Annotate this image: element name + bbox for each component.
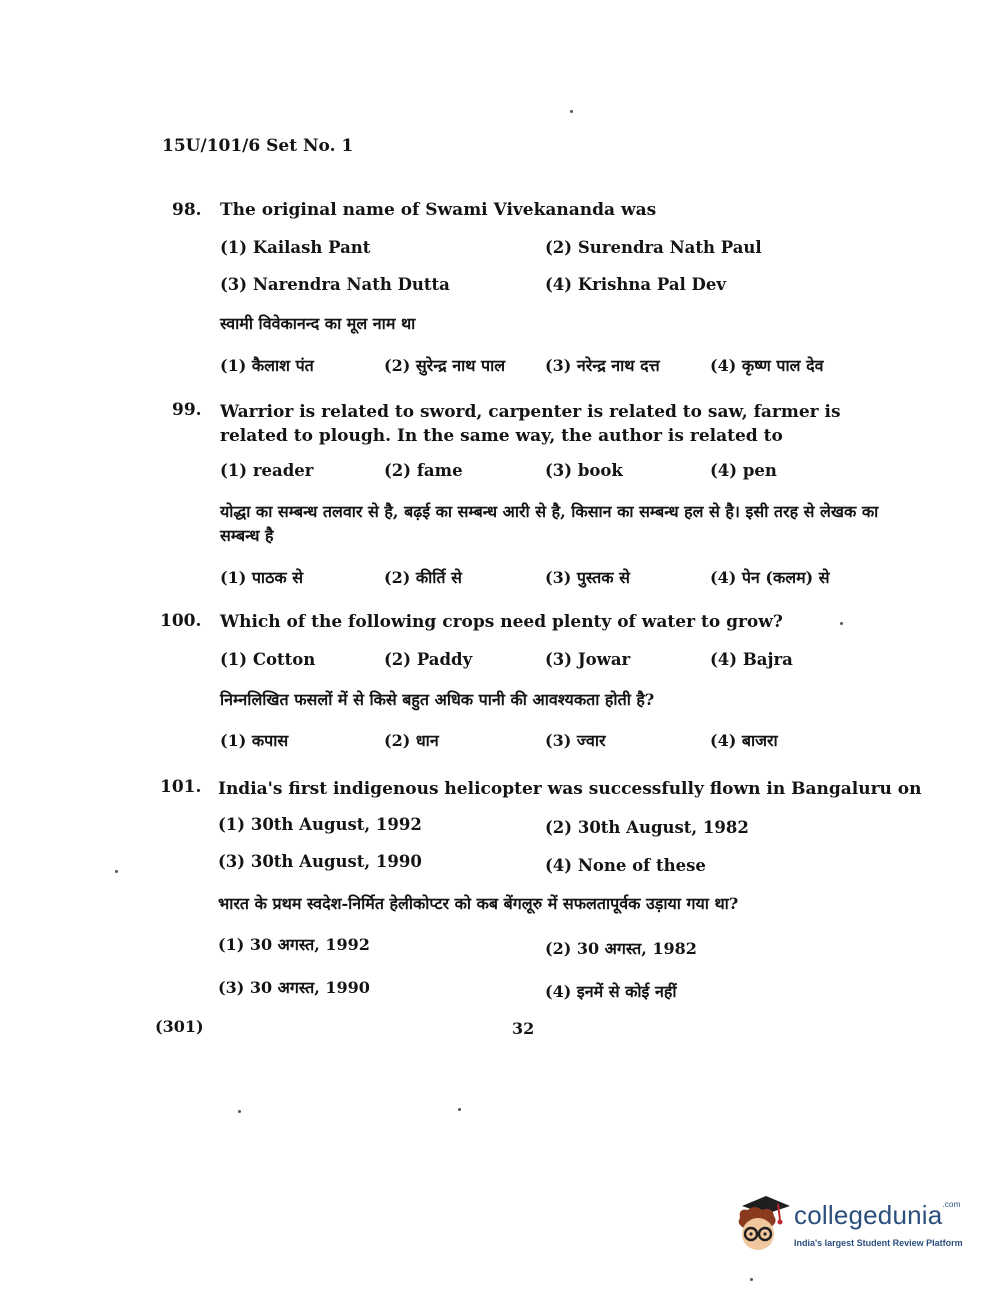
scan-speckle bbox=[115, 870, 118, 873]
hindi-question-text: भारत के प्रथम स्वदेश-निर्मित हेलीकोप्टर को कब बेंगलूरु में सफलतापूर्वक उड़ाया गया था? bbox=[218, 894, 739, 913]
scan-speckle bbox=[458, 1108, 461, 1111]
option: (3) Jowar bbox=[545, 650, 631, 669]
option: (4) Krishna Pal Dev bbox=[545, 275, 726, 294]
option: (1) Cotton bbox=[220, 650, 316, 669]
scan-speckle bbox=[750, 1278, 753, 1281]
hindi-option: (4) बाजरा bbox=[710, 731, 778, 750]
hindi-option: (2) धान bbox=[384, 731, 439, 750]
option: (2) 30th August, 1982 bbox=[545, 818, 749, 837]
option: (4) None of these bbox=[545, 856, 706, 875]
hindi-question-text: स्वामी विवेकानन्द का मूल नाम था bbox=[220, 314, 416, 333]
hindi-option: (2) कीर्ति से bbox=[384, 568, 462, 587]
option: (2) Paddy bbox=[384, 650, 473, 669]
question-number: 101. bbox=[160, 777, 202, 797]
option: (3) 30th August, 1990 bbox=[218, 852, 422, 871]
logo-wordmark: collegedunia$^{.com}$ bbox=[794, 1200, 961, 1230]
hindi-option: (4) पेन (कलम) से bbox=[710, 568, 830, 587]
footer-code: (301) bbox=[155, 1017, 204, 1036]
logo-tagline: India's largest Student Review Platform bbox=[794, 1238, 963, 1248]
option: (1) 30th August, 1992 bbox=[218, 815, 422, 834]
hindi-option: (1) 30 अगस्त, 1992 bbox=[218, 935, 370, 954]
question-number: 99. bbox=[172, 400, 202, 420]
option: (3) book bbox=[545, 461, 623, 480]
hindi-option: (3) ज्वार bbox=[545, 731, 606, 750]
hindi-question-text: निम्नलिखित फसलों में से किसे बहुत अधिक पानी की आवश्यकता होती है? bbox=[220, 690, 655, 709]
question-number: 98. bbox=[172, 200, 202, 220]
hindi-question-text: योद्धा का सम्बन्ध तलवार से है, बढ़ई का सम्बन्ध आरी से है, किसान का सम्बन्ध हल से है। इसी तरह से लेखक का सम्बन्ध है bbox=[220, 502, 879, 545]
scan-speckle bbox=[840, 622, 843, 625]
hindi-option: (1) पाठक से bbox=[220, 568, 304, 587]
option: (1) reader bbox=[220, 461, 314, 480]
option: (4) Bajra bbox=[710, 650, 793, 669]
collegedunia-logo bbox=[732, 1192, 964, 1256]
paper-code-header: 15U/101/6 Set No. 1 bbox=[162, 136, 354, 156]
question-text: Warrior is related to sword, carpenter is related to saw, farmer is related to plough. In the same way, the author is related to bbox=[220, 402, 841, 446]
hindi-option: (3) पुस्तक से bbox=[545, 568, 630, 587]
question-text: India's first indigenous helicopter was successfully flown in Bangaluru on bbox=[218, 779, 922, 799]
scan-speckle bbox=[570, 110, 573, 113]
option: (3) Narendra Nath Dutta bbox=[220, 275, 450, 294]
question-number: 100. bbox=[160, 611, 202, 631]
option: (4) pen bbox=[710, 461, 777, 480]
hindi-option: (4) कृष्ण पाल देव bbox=[710, 356, 824, 375]
question-text: The original name of Swami Vivekananda was bbox=[220, 200, 657, 220]
scan-speckle bbox=[238, 1110, 241, 1113]
mascot-icon bbox=[732, 1192, 792, 1256]
page-number: 32 bbox=[512, 1019, 535, 1038]
option: (2) Surendra Nath Paul bbox=[545, 238, 762, 257]
hindi-option: (1) कपास bbox=[220, 731, 289, 750]
question-text: Which of the following crops need plenty of water to grow? bbox=[220, 612, 783, 632]
hindi-option: (1) कैलाश पंत bbox=[220, 356, 314, 375]
hindi-option: (2) सुरेन्द्र नाथ पाल bbox=[384, 356, 506, 375]
hindi-option: (4) इनमें से कोई नहीं bbox=[545, 982, 677, 1001]
hindi-option: (3) नरेन्द्र नाथ दत्त bbox=[545, 356, 660, 375]
option: (2) fame bbox=[384, 461, 463, 480]
hindi-option: (3) 30 अगस्त, 1990 bbox=[218, 978, 370, 997]
hindi-option: (2) 30 अगस्त, 1982 bbox=[545, 939, 697, 958]
option: (1) Kailash Pant bbox=[220, 238, 371, 257]
